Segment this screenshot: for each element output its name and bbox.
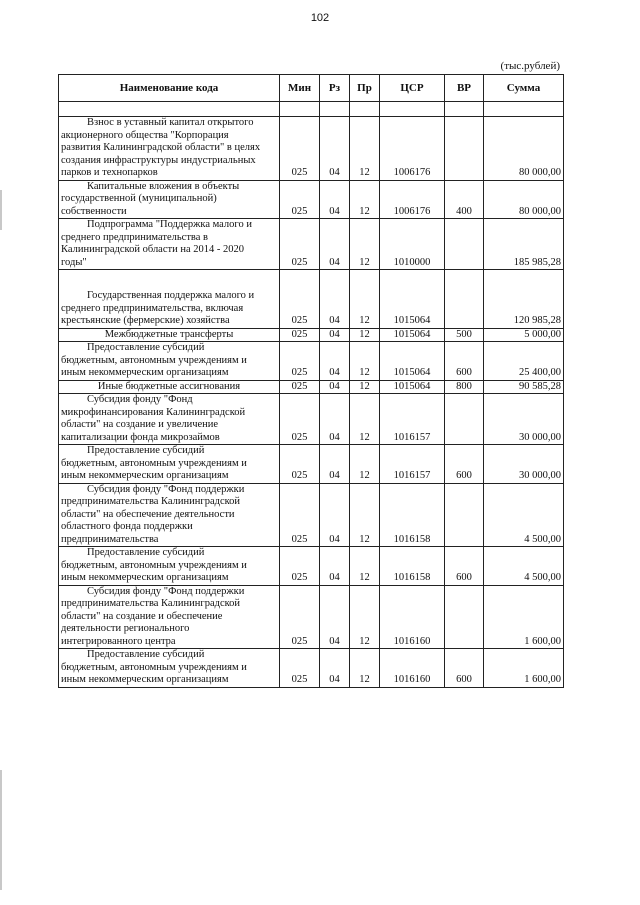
cell-name-line: Предоставление субсидий xyxy=(87,649,205,660)
cell-name xyxy=(59,547,280,586)
cell-name-line: годы" xyxy=(61,256,87,268)
cell-rz: 04 xyxy=(320,342,350,381)
cell-name xyxy=(59,342,280,381)
spacer-cell xyxy=(350,102,380,117)
cell-name-line: среднего предпринимательства, включая xyxy=(61,302,244,314)
cell-csr: 1015064 xyxy=(380,342,445,381)
cell-name-line: Субсидия фонду "Фонд поддержки xyxy=(87,483,245,495)
cell-min: 025 xyxy=(280,585,320,649)
cell-rz: 04 xyxy=(320,380,350,394)
cell-name-line: Межбюджетные трансферты xyxy=(104,328,234,340)
cell-vr xyxy=(445,483,484,547)
cell-name-line: Взнос в уставный капитал открытого xyxy=(87,117,254,128)
cell-csr: 1016157 xyxy=(380,445,445,484)
cell-min: 025 xyxy=(280,180,320,219)
cell-name-line: областного фонда поддержки xyxy=(61,521,193,532)
cell-name-line: иным некоммерческим организациям xyxy=(61,572,229,583)
cell-name-line: Предоставление субсидий xyxy=(87,342,205,353)
cell-name-line: Подпрограмма "Поддержка малого и xyxy=(87,219,252,230)
cell-sum: 80 000,00 xyxy=(484,180,564,219)
cell-pr: 12 xyxy=(350,649,380,688)
cell-name-line: предпринимательства xyxy=(61,533,159,545)
cell-name-line: предпринимательства Калининградской xyxy=(61,496,241,507)
cell-csr: 1010000 xyxy=(380,219,445,270)
cell-sum: 1 600,00 xyxy=(484,585,564,649)
cell-name-line: акционерного общества "Корпорация xyxy=(61,129,229,141)
cell-min: 025 xyxy=(280,547,320,586)
spacer-cell xyxy=(280,102,320,117)
cell-name-line: бюджетным, автономным учреждениям и xyxy=(61,354,247,366)
table-row xyxy=(59,547,564,586)
cell-min: 025 xyxy=(280,380,320,394)
cell-min: 025 xyxy=(280,649,320,688)
column-header-rz: Рз xyxy=(320,75,350,102)
cell-name xyxy=(59,219,280,270)
cell-csr: 1016160 xyxy=(380,585,445,649)
cell-name-line: Государственная поддержка малого и xyxy=(87,290,255,301)
cell-pr: 12 xyxy=(350,445,380,484)
cell-name-line: предпринимательства Калининградской xyxy=(61,598,241,609)
scan-edge-mark xyxy=(0,190,2,230)
cell-vr: 600 xyxy=(445,342,484,381)
cell-name xyxy=(59,328,280,342)
table-row xyxy=(59,342,564,381)
cell-pr: 12 xyxy=(350,394,380,445)
cell-sum: 120 985,28 xyxy=(484,270,564,329)
cell-min: 025 xyxy=(280,342,320,381)
cell-vr xyxy=(445,394,484,445)
cell-pr: 12 xyxy=(350,180,380,219)
table-row xyxy=(59,394,564,445)
cell-name xyxy=(59,445,280,484)
cell-pr: 12 xyxy=(350,342,380,381)
cell-name xyxy=(59,380,280,394)
units-label: (тыс.рублей) xyxy=(500,60,560,72)
cell-pr: 12 xyxy=(350,270,380,329)
cell-rz: 04 xyxy=(320,219,350,270)
cell-sum: 4 500,00 xyxy=(484,483,564,547)
cell-vr: 600 xyxy=(445,649,484,688)
cell-vr xyxy=(445,270,484,329)
cell-name-line: Предоставление субсидий xyxy=(87,547,205,558)
table-row xyxy=(59,649,564,688)
cell-name xyxy=(59,483,280,547)
cell-name-line: интегрированного центра xyxy=(61,635,176,647)
cell-name-line: Калининградской области на 2014 - 2020 xyxy=(61,244,244,255)
cell-vr: 800 xyxy=(445,380,484,394)
column-header-sum: Сумма xyxy=(484,75,564,102)
budget-table xyxy=(58,74,564,688)
cell-vr: 600 xyxy=(445,445,484,484)
table-row xyxy=(59,219,564,270)
table-header-row xyxy=(59,75,564,102)
table-row xyxy=(59,380,564,394)
cell-name-line: парков и технопарков xyxy=(61,167,158,178)
cell-csr: 1006176 xyxy=(380,117,445,181)
cell-min: 025 xyxy=(280,394,320,445)
cell-csr: 1016158 xyxy=(380,547,445,586)
cell-name-line: бюджетным, автономным учреждениям и xyxy=(61,661,247,673)
cell-name-line: области" на создание и увеличение xyxy=(61,419,219,430)
table-body xyxy=(59,102,564,688)
cell-name-line: области" на обеспечение деятельности xyxy=(61,508,235,520)
table-row xyxy=(59,328,564,342)
cell-name-line: крестьянские (фермерские) хозяйства xyxy=(61,315,230,326)
column-header-min: Мин xyxy=(280,75,320,102)
cell-csr: 1015064 xyxy=(380,380,445,394)
cell-pr: 12 xyxy=(350,483,380,547)
cell-name xyxy=(59,585,280,649)
cell-sum: 80 000,00 xyxy=(484,117,564,181)
cell-rz: 04 xyxy=(320,649,350,688)
cell-min: 025 xyxy=(280,219,320,270)
cell-min: 025 xyxy=(280,270,320,329)
column-header-pr: Пр xyxy=(350,75,380,102)
column-header-csr: ЦСР xyxy=(380,75,445,102)
cell-sum: 90 585,28 xyxy=(484,380,564,394)
cell-name-line: бюджетным, автономным учреждениям и xyxy=(61,559,247,571)
cell-min: 025 xyxy=(280,445,320,484)
cell-rz: 04 xyxy=(320,547,350,586)
cell-name-line: среднего предпринимательства в xyxy=(61,231,208,243)
spacer-cell xyxy=(59,102,280,117)
cell-name-line: Субсидия фонду "Фонд xyxy=(87,394,193,405)
cell-csr: 1016158 xyxy=(380,483,445,547)
cell-sum: 5 000,00 xyxy=(484,328,564,342)
cell-rz: 04 xyxy=(320,445,350,484)
cell-rz: 04 xyxy=(320,270,350,329)
cell-name-line: Субсидия фонду "Фонд поддержки xyxy=(87,585,245,597)
cell-min: 025 xyxy=(280,328,320,342)
scan-edge-mark xyxy=(0,770,2,890)
spacer-cell xyxy=(380,102,445,117)
cell-name xyxy=(59,180,280,219)
cell-csr: 1016157 xyxy=(380,394,445,445)
cell-name xyxy=(59,394,280,445)
cell-name-line: собственности xyxy=(61,205,127,217)
cell-rz: 04 xyxy=(320,483,350,547)
cell-name-line: иным некоммерческим организациям xyxy=(61,367,229,378)
column-header-name: Наименование кода xyxy=(59,75,280,102)
cell-pr: 12 xyxy=(350,585,380,649)
cell-name-line: государственной (муниципальной) xyxy=(61,193,217,204)
cell-name-line: создания инфраструктуры индустриальных xyxy=(61,154,256,166)
table-spacer-row xyxy=(59,102,564,117)
cell-name xyxy=(59,649,280,688)
cell-name-line: области" на создание и обеспечение xyxy=(61,610,223,622)
cell-vr xyxy=(445,117,484,181)
cell-name-line: Иные бюджетные ассигнования xyxy=(97,380,241,392)
cell-pr: 12 xyxy=(350,380,380,394)
cell-name-line: развития Калининградской области" в целях xyxy=(61,142,261,153)
cell-name-line: иным некоммерческим организациям xyxy=(61,674,229,685)
cell-min: 025 xyxy=(280,117,320,181)
cell-name-line: деятельности регионального xyxy=(61,623,190,634)
cell-sum: 185 985,28 xyxy=(484,219,564,270)
cell-sum: 1 600,00 xyxy=(484,649,564,688)
cell-rz: 04 xyxy=(320,117,350,181)
cell-csr: 1015064 xyxy=(380,328,445,342)
cell-vr xyxy=(445,219,484,270)
cell-vr: 500 xyxy=(445,328,484,342)
cell-vr xyxy=(445,585,484,649)
cell-pr: 12 xyxy=(350,117,380,181)
table-row xyxy=(59,483,564,547)
cell-name xyxy=(59,117,280,181)
cell-rz: 04 xyxy=(320,328,350,342)
table-row xyxy=(59,585,564,649)
cell-sum: 4 500,00 xyxy=(484,547,564,586)
spacer-cell xyxy=(445,102,484,117)
cell-name-line: микрофинансирования Калининградской xyxy=(61,406,246,418)
cell-sum: 30 000,00 xyxy=(484,394,564,445)
table-row xyxy=(59,270,564,329)
cell-sum: 30 000,00 xyxy=(484,445,564,484)
table-row xyxy=(59,117,564,181)
cell-csr: 1016160 xyxy=(380,649,445,688)
cell-rz: 04 xyxy=(320,585,350,649)
cell-min: 025 xyxy=(280,483,320,547)
cell-pr: 12 xyxy=(350,328,380,342)
cell-csr: 1015064 xyxy=(380,270,445,329)
cell-name-line: бюджетным, автономным учреждениям и xyxy=(61,457,247,469)
cell-name-line: Предоставление субсидий xyxy=(87,445,205,456)
cell-rz: 04 xyxy=(320,394,350,445)
cell-name-line: иным некоммерческим организациям xyxy=(61,470,229,481)
cell-name xyxy=(59,270,280,329)
page-number: 102 xyxy=(310,12,330,24)
cell-csr: 1006176 xyxy=(380,180,445,219)
cell-name-line: капитализации фонда микрозаймов xyxy=(61,431,220,443)
cell-pr: 12 xyxy=(350,547,380,586)
cell-vr: 600 xyxy=(445,547,484,586)
column-header-vr: ВР xyxy=(445,75,484,102)
table-row xyxy=(59,445,564,484)
table-row xyxy=(59,180,564,219)
spacer-cell xyxy=(320,102,350,117)
spacer-cell xyxy=(484,102,564,117)
cell-vr: 400 xyxy=(445,180,484,219)
cell-sum: 25 400,00 xyxy=(484,342,564,381)
cell-rz: 04 xyxy=(320,180,350,219)
cell-name-line: Капитальные вложения в объекты xyxy=(87,180,240,192)
cell-pr: 12 xyxy=(350,219,380,270)
